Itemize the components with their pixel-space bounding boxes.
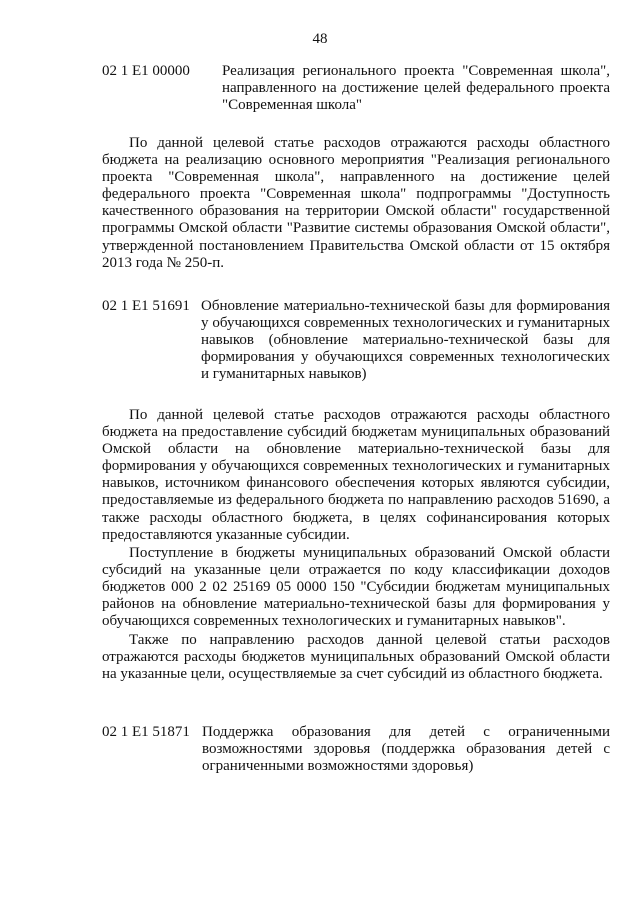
article-code: 02 1 E1 00000 <box>102 63 190 79</box>
target-article-entry <box>102 724 610 778</box>
article-title: Обновление материально-технической базы для формирования у обучающихся современных технологических и гуманитарных навыков (обновление материально-технической базы для формирования у обучающихся современных технологических и гуманитарных навыков) <box>201 298 610 382</box>
target-article-entry <box>102 63 610 115</box>
article-title: Реализация регионального проекта "Современная школа", направленного на достижение целей федерального проекта "Современная школа" <box>222 63 610 113</box>
article-paragraph: Также по направлению расходов данной целевой статьи расходов отражаются расходы бюджетов муниципальных образований Омской области на указанные цели, осуществляемые за счет субсидий из областного бюджета. <box>102 632 610 683</box>
article-paragraph: По данной целевой статье расходов отражаются расходы областного бюджета на предоставление субсидий бюджетам муниципальных образований Омской области на обновление материально-технической базы для формирования у обучающихся современных технологических и гуманитарных навыков, источником финансового обеспечения которых являются субсидии, предоставляемые из федерального бюджета по направлению расходов 51690, а также расходы областного бюджета, в целях софинансирования которых предоставляются указанные субсидии. <box>102 407 610 543</box>
article-code: 02 1 E1 51871 <box>102 724 190 740</box>
target-article-entry <box>102 298 610 388</box>
article-title: Поддержка образования для детей с ограниченными возможностями здоровья (поддержка образования детей с ограниченными возможностями здоровья) <box>202 724 610 774</box>
article-paragraph: Поступление в бюджеты муниципальных образований Омской области субсидий на указанные цели отражается по коду классификации доходов бюджетов 000 2 02 25169 05 0000 150 "Субсидии бюджетам муниципальных районов на обновление материально-технической базы для формирования у обучающихся современных технологических и гуманитарных навыков". <box>102 545 610 630</box>
page-number: 48 <box>312 31 328 47</box>
article-code: 02 1 E1 51691 <box>102 298 190 314</box>
article-paragraph: По данной целевой статье расходов отражаются расходы областного бюджета на реализацию основного мероприятия "Реализация регионального проекта "Современная школа", направленного на достижение целей федерального проекта "Современная школа" подпрограммы "Доступность качественного образования на территории Омской области" государственной программы Омской области "Развитие системы образования Омской области", утвержденной постановлением Правительства Омской области от 15 октября 2013 года № 250-п. <box>102 135 610 271</box>
